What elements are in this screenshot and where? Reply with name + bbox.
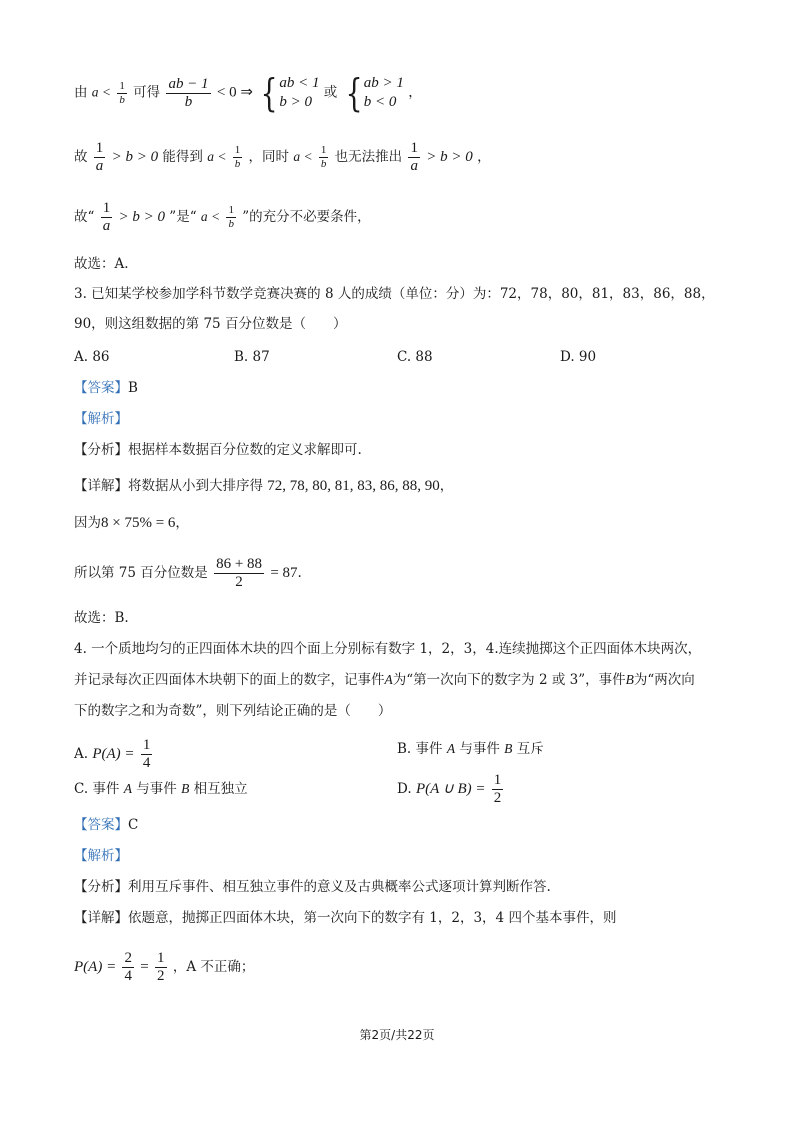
event-b: B bbox=[625, 672, 634, 687]
q4-option-c bbox=[74, 779, 248, 799]
option-label: B. 事件 bbox=[397, 741, 443, 757]
fenxi-tag: 【分析】 bbox=[74, 442, 128, 458]
q3-option-c: C. 88 bbox=[397, 349, 433, 365]
option-label: D. bbox=[397, 781, 412, 797]
q4-stem-line-2 bbox=[74, 670, 695, 690]
text: ”的充分不必要条件， bbox=[242, 209, 371, 225]
fraction: $\frac{2}{4}$ bbox=[124, 950, 132, 984]
text: 与事件 bbox=[136, 781, 177, 797]
fraction: $\frac{1}{2}$ bbox=[493, 772, 502, 806]
text: ， bbox=[408, 84, 422, 101]
text: 所以第 75 百分位数是 bbox=[74, 565, 208, 581]
option-label: C. 事件 bbox=[74, 781, 120, 797]
answer-tag: 【答案】 bbox=[74, 380, 128, 396]
q4-stem-line-1: 4. 一个质地均匀的正四面体木块的四个面上分别标有数字 1，2，3，4.连续抛掷这个正四面体木块两次， bbox=[74, 641, 702, 657]
detail-text: 依题意，抛掷正四面体木块，第一次向下的数字有 1，2，3，4 四个基本事件，则 bbox=[128, 910, 617, 926]
q3-option-b: B. 87 bbox=[234, 349, 270, 365]
text: 为“两次向 bbox=[633, 672, 695, 688]
text: ，同时 bbox=[248, 149, 290, 165]
text: 也无法推出 bbox=[334, 149, 403, 165]
text: ，A 不正确； bbox=[172, 959, 255, 975]
q4-option-a bbox=[74, 737, 154, 772]
fraction: $\frac{86 + 88}{2}$ bbox=[216, 556, 263, 590]
text: ， bbox=[477, 149, 491, 165]
inequality-system: ab > 1 b < 0 bbox=[363, 75, 404, 110]
event-a: A bbox=[123, 781, 132, 796]
math-expr: > b > 0 bbox=[111, 149, 159, 165]
q3-analysis-tag: 【解析】 bbox=[74, 411, 128, 427]
fraction: $\frac{1}{b}$ bbox=[234, 144, 241, 170]
math-expr: a < bbox=[207, 149, 227, 164]
text: ， bbox=[175, 515, 189, 531]
text: 能得到 bbox=[162, 149, 203, 165]
math-expr: a < bbox=[200, 209, 221, 224]
sorted-data: 72, 78, 80, 81, 83, 86, 88, 90 bbox=[267, 478, 440, 494]
q3-detail-1 bbox=[74, 476, 453, 496]
math-expr: P(A) = bbox=[92, 746, 135, 762]
math-expr: P(A ∪ B) = bbox=[415, 781, 486, 797]
page-footer: 第2页/共22页 bbox=[359, 1028, 435, 1042]
fraction: $\frac{1}{a}$ bbox=[95, 140, 104, 174]
q3-option-a: A. 86 bbox=[74, 349, 110, 365]
q4-fenxi bbox=[74, 877, 551, 897]
fenxi-tag: 【分析】 bbox=[74, 879, 128, 895]
math-expr: > b > 0 bbox=[118, 209, 165, 225]
detail-tag: 【详解】 bbox=[74, 478, 128, 494]
q3-answer bbox=[74, 378, 138, 398]
q4-option-b bbox=[397, 739, 544, 759]
math-expr: P(A) = bbox=[74, 959, 117, 975]
choose-line: 故选：A. bbox=[74, 256, 129, 272]
math-expr: 8 × 75% = 6 bbox=[101, 515, 176, 531]
left-brace: { bbox=[260, 71, 278, 115]
fraction: $\frac{ab - 1}{b}$ bbox=[168, 75, 209, 110]
text: 由 bbox=[74, 84, 88, 101]
answer-value: B bbox=[128, 380, 138, 396]
q4-detail-2 bbox=[74, 950, 254, 985]
text: 为“第一次向下的数字为 2 或 3”，事件 bbox=[392, 672, 626, 688]
fraction: $\frac{1}{b}$ bbox=[320, 144, 327, 170]
derivation-line-1 bbox=[74, 71, 422, 115]
math-expr: = 87 bbox=[270, 565, 298, 581]
q3-stem-line-2: 90，则这组数据的第 75 百分位数是（ ） bbox=[74, 316, 347, 332]
q3-detail-2 bbox=[74, 513, 189, 533]
event-b: B bbox=[181, 781, 190, 796]
q4-option-d bbox=[397, 772, 505, 807]
fraction: $\frac{1}{4}$ bbox=[142, 737, 151, 771]
derivation-line-3 bbox=[74, 200, 371, 235]
q3-stem-line-1: 3. 已知某学校参加学科节数学竞赛决赛的 8 人的成绩（单位：分）为：72，78，80，81，83，86，88， bbox=[74, 286, 715, 302]
inequality-system: ab < 1 b > 0 bbox=[279, 75, 320, 110]
option-label: A. bbox=[74, 746, 89, 762]
detail-text: 将数据从小到大排序得 bbox=[128, 478, 263, 494]
event-a: A bbox=[446, 741, 456, 756]
text: 并记录每次正四面体木块朝下的面上的数字，记事件 bbox=[74, 672, 385, 688]
q4-analysis-tag: 【解析】 bbox=[74, 848, 128, 864]
answer-value: C bbox=[128, 817, 139, 833]
fenxi-text: 根据样本数据百分位数的定义求解即可. bbox=[128, 442, 362, 458]
text: 故 bbox=[74, 149, 88, 165]
fenxi-text: 利用互斥事件、相互独立事件的意义及古典概率公式逐项计算判断作答. bbox=[128, 879, 551, 895]
event-a: A bbox=[384, 672, 393, 687]
left-brace: { bbox=[345, 71, 363, 115]
text: ， bbox=[439, 478, 454, 494]
text: 互斥 bbox=[516, 741, 544, 757]
fraction: $\frac{1}{b}$ bbox=[228, 204, 234, 230]
event-b: B bbox=[504, 741, 513, 756]
q3-option-d: D. 90 bbox=[560, 349, 597, 365]
text: 因为 bbox=[74, 515, 101, 531]
text: 可得 bbox=[133, 84, 161, 101]
fraction: $\frac{1}{a}$ bbox=[102, 200, 111, 234]
text: 相互独立 bbox=[193, 781, 248, 797]
math-expr: > b > 0 bbox=[426, 149, 473, 165]
math-expr: = bbox=[140, 959, 149, 975]
text: . bbox=[297, 565, 302, 581]
text: 或 bbox=[323, 84, 338, 101]
q4-answer bbox=[74, 815, 138, 835]
math-expr: a < bbox=[293, 149, 313, 164]
q3-fenxi bbox=[74, 440, 362, 460]
q4-detail-1 bbox=[74, 908, 616, 928]
q4-stem-line-3: 下的数字之和为奇数”，则下列结论正确的是（ ） bbox=[74, 703, 392, 719]
text: ”是“ bbox=[169, 209, 197, 225]
answer-tag: 【答案】 bbox=[74, 817, 128, 833]
q3-choose: 故选：B. bbox=[74, 610, 129, 626]
math-expr: a < bbox=[91, 84, 112, 100]
math-expr: < 0 ⇒ bbox=[216, 84, 253, 101]
fraction: $\frac{1}{b}$ bbox=[119, 79, 125, 106]
fraction: $\frac{1}{2}$ bbox=[157, 950, 165, 984]
text: 与事件 bbox=[459, 741, 500, 757]
fraction: $\frac{1}{a}$ bbox=[410, 140, 418, 174]
derivation-line-2 bbox=[74, 140, 491, 175]
detail-tag: 【详解】 bbox=[74, 910, 128, 926]
text: 故“ bbox=[74, 209, 95, 225]
q3-detail-3 bbox=[74, 556, 302, 591]
